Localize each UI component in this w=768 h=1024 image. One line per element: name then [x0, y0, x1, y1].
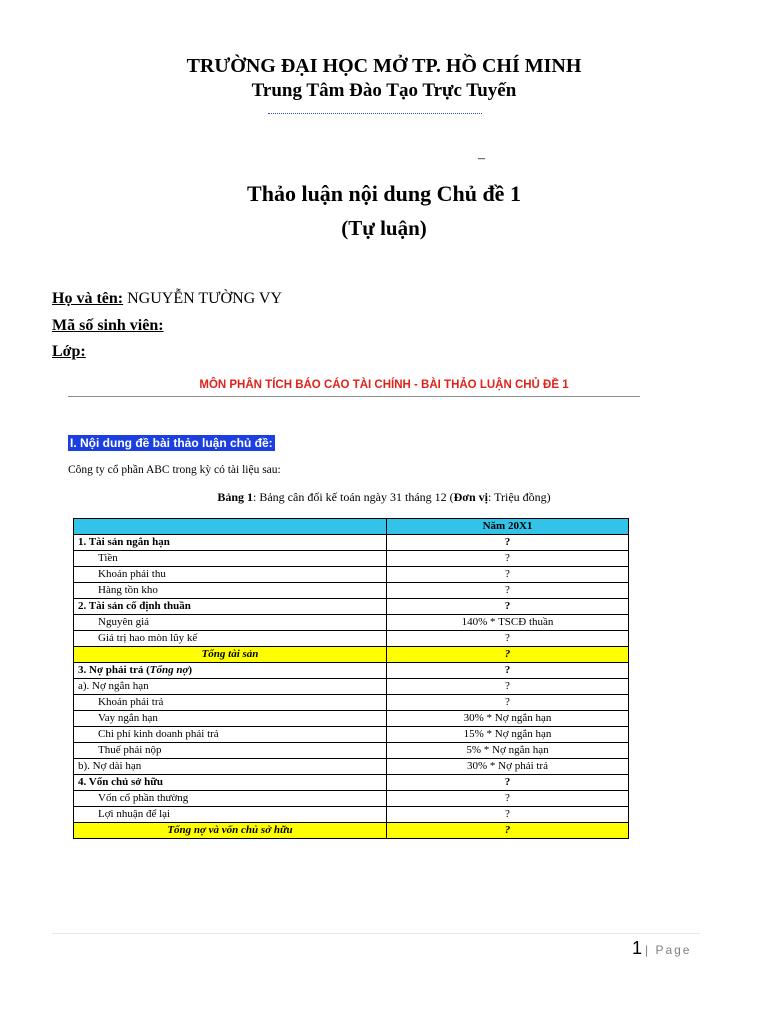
caption-label: Bảng 1 — [217, 490, 254, 504]
table-row — [74, 759, 629, 775]
row-value: 5% * Nợ ngắn hạn — [387, 743, 629, 759]
table-row — [74, 599, 629, 615]
row-label-italic: Tổng nợ — [149, 664, 189, 676]
row-value: ? — [387, 775, 629, 791]
table-caption — [0, 490, 768, 505]
row-label-end: ) — [188, 664, 193, 676]
row-value: ? — [387, 823, 629, 839]
row-value: 15% * Nợ ngắn hạn — [387, 727, 629, 743]
student-name-value: NGUYỄN TƯỜNG VY — [123, 290, 283, 307]
table-row — [74, 583, 629, 599]
total-row — [74, 647, 629, 663]
row-value: ? — [387, 631, 629, 647]
row-value: ? — [387, 647, 629, 663]
document-title: Thảo luận nội dung Chủ đề 1 — [247, 181, 521, 206]
subject-divider — [68, 396, 640, 397]
student-id-label: Mã số sinh viên: — [52, 317, 164, 334]
row-value: 30% * Nợ ngắn hạn — [387, 711, 629, 727]
row-label: a). Nợ ngắn hạn — [74, 679, 387, 695]
table-row — [74, 567, 629, 583]
row-label-start: 3. Nợ phải trả ( — [78, 664, 150, 676]
row-label: b). Nợ dài hạn — [74, 759, 387, 775]
intro-text: Công ty cổ phần ABC trong kỳ có tài liệu sau: — [68, 464, 281, 476]
student-id-field — [52, 317, 164, 335]
table-row — [74, 663, 629, 679]
row-value: 140% * TSCĐ thuần — [387, 615, 629, 631]
table-row — [74, 727, 629, 743]
table-row — [74, 551, 629, 567]
row-label: Lợi nhuận để lại — [74, 807, 387, 823]
table-row — [74, 775, 629, 791]
row-value: ? — [387, 695, 629, 711]
row-value: 30% * Nợ phải trả — [387, 759, 629, 775]
row-value: ? — [387, 791, 629, 807]
balance-sheet-table — [73, 518, 629, 839]
row-label: Thuế phải nộp — [74, 743, 387, 759]
table-row — [74, 743, 629, 759]
row-label — [74, 663, 387, 679]
row-value: ? — [387, 551, 629, 567]
row-label: Tiền — [74, 551, 387, 567]
header-dotted-divider — [268, 113, 482, 114]
table-row — [74, 631, 629, 647]
row-label: Hàng tồn kho — [74, 583, 387, 599]
row-value: ? — [387, 807, 629, 823]
row-value: ? — [387, 535, 629, 551]
row-label: Khoản phải trả — [74, 695, 387, 711]
row-label: Giá trị hao mòn lũy kế — [74, 631, 387, 647]
row-label: Vay ngắn hạn — [74, 711, 387, 727]
student-name-label: Họ và tên: — [52, 290, 124, 307]
training-center-name: Trung Tâm Đào Tạo Trực Tuyến — [251, 80, 517, 101]
row-label: Khoản phải thu — [74, 567, 387, 583]
row-label: 4. Vốn chủ sở hữu — [74, 775, 387, 791]
page-number: 1 — [632, 938, 643, 958]
row-label: 1. Tài sản ngắn hạn — [74, 535, 387, 551]
table-row — [74, 695, 629, 711]
table-row — [74, 807, 629, 823]
row-label: Chi phí kinh doanh phải trả — [74, 727, 387, 743]
table-row — [74, 791, 629, 807]
row-value: ? — [387, 567, 629, 583]
caption-unit-label: Đơn vị — [453, 490, 488, 504]
table-row — [74, 615, 629, 631]
class-label: Lớp: — [52, 343, 86, 360]
university-name: TRƯỜNG ĐẠI HỌC MỞ TP. HỒ CHÍ MINH — [186, 55, 582, 77]
header-year-cell: Năm 20X1 — [387, 519, 629, 535]
row-label: Tổng nợ và vốn chủ sở hữu — [74, 823, 387, 839]
row-label: 2. Tài sản cố định thuần — [74, 599, 387, 615]
row-value: ? — [387, 583, 629, 599]
table-header-row — [74, 519, 629, 535]
header-blank-cell — [74, 519, 387, 535]
row-label: Nguyên giá — [74, 615, 387, 631]
class-field — [52, 343, 86, 361]
footer-divider — [52, 933, 700, 934]
section-heading: I. Nội dung đề bài thảo luận chủ đề: — [70, 436, 273, 450]
caption-text: : Bảng cân đối kế toán ngày 31 tháng 12 ( — [253, 490, 454, 504]
row-label: Vốn cổ phần thường — [74, 791, 387, 807]
caption-unit: : Triệu đồng) — [487, 490, 551, 504]
dash-mark: – — [478, 151, 485, 166]
page-label: | Page — [645, 943, 692, 957]
row-value: ? — [387, 679, 629, 695]
table-row — [74, 535, 629, 551]
row-value: ? — [387, 599, 629, 615]
table-row — [74, 679, 629, 695]
total-row — [74, 823, 629, 839]
student-name-field — [52, 290, 282, 308]
document-subtitle: (Tự luận) — [341, 216, 427, 240]
row-label: Tổng tài sản — [74, 647, 387, 663]
row-value: ? — [387, 663, 629, 679]
subject-heading: MÔN PHÂN TÍCH BÁO CÁO TÀI CHÍNH - BÀI THẢO LUẬN CHỦ ĐỀ 1 — [199, 379, 569, 391]
table-row — [74, 711, 629, 727]
